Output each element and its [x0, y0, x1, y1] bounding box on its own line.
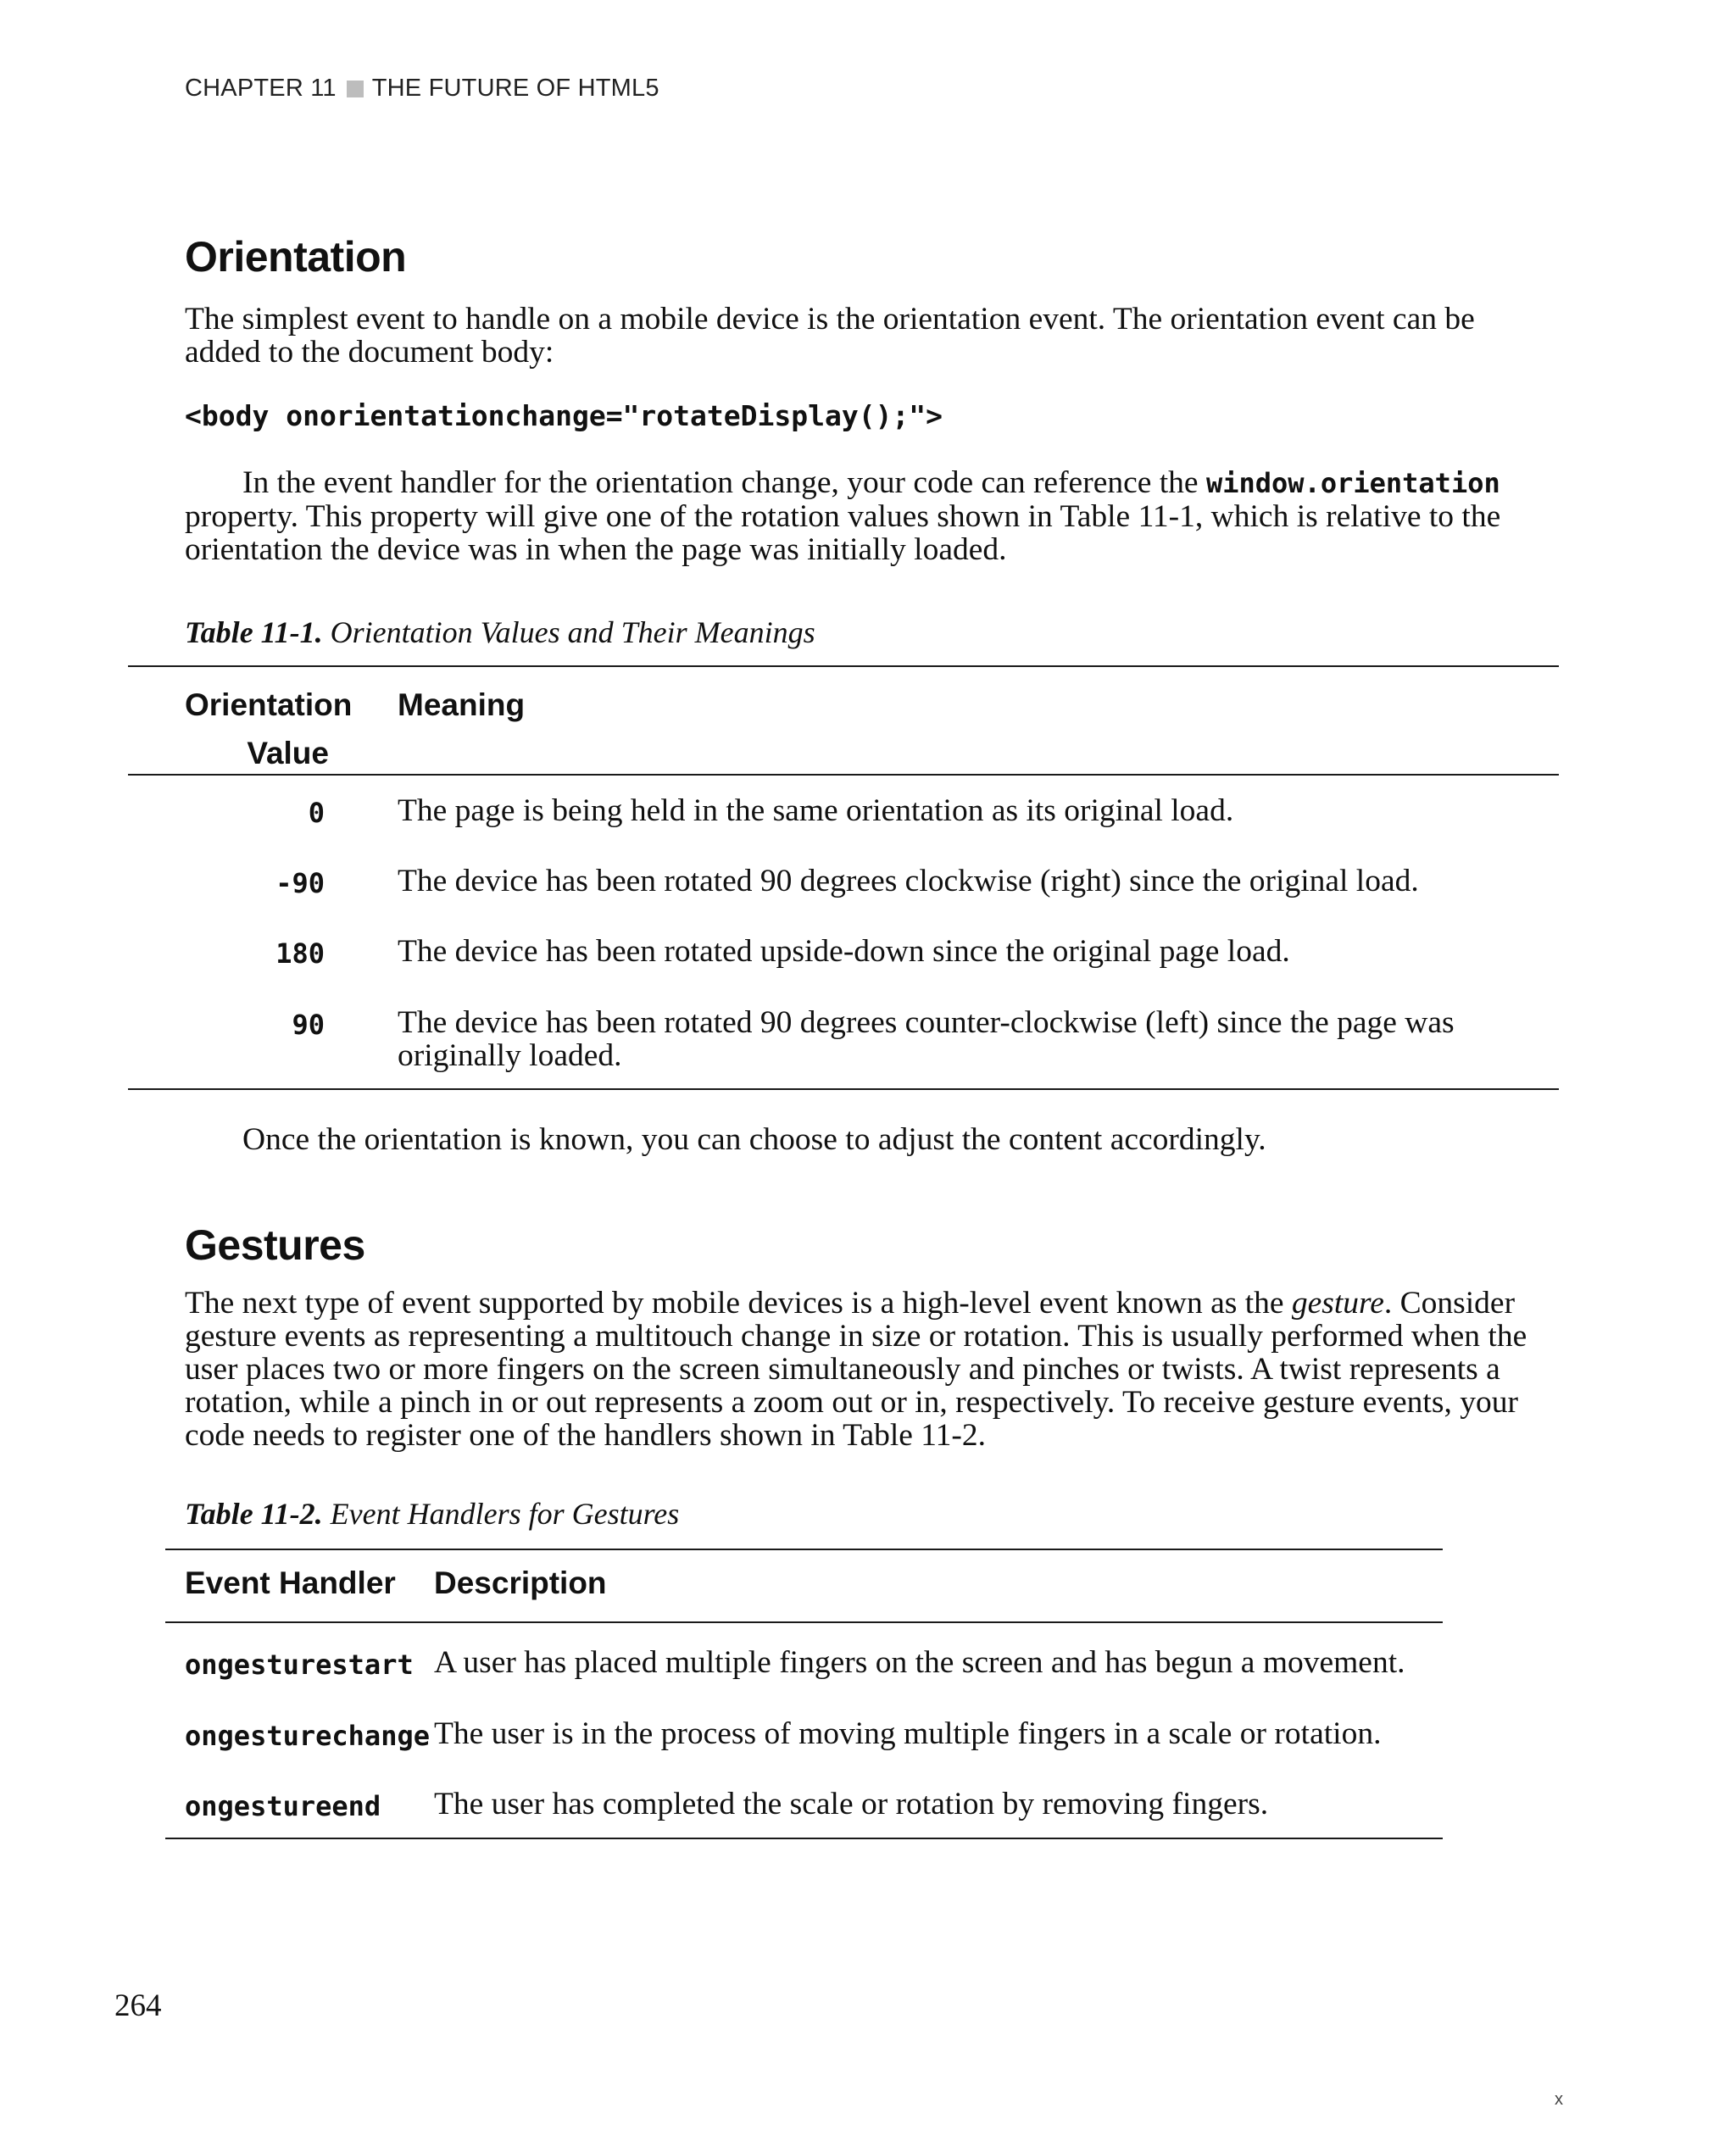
- corner-mark: x: [1555, 2090, 1563, 2109]
- table-11-2-caption: Table 11-2. Event Handlers for Gestures: [185, 1497, 680, 1531]
- table-11-2-top-rule: [165, 1549, 1443, 1550]
- table-11-2-row-1-description: The user is in the process of moving multiple fingers in a scale or rotation.: [434, 1716, 1382, 1751]
- table-11-2-header-description: Description: [434, 1565, 607, 1600]
- orientation-after-paragraph: Once the orientation is known, you can choose to adjust the content accordingly.: [242, 1122, 1266, 1157]
- table-11-1-caption: Table 11-1. Orientation Values and Their Meanings: [185, 615, 815, 649]
- orientation-code-sample: <body onorientationchange="rotateDisplay();">: [185, 399, 943, 432]
- table-11-1-header-value: Orientation Value: [185, 687, 353, 770]
- table-11-2-header-handler: Event Handler: [185, 1565, 396, 1600]
- table-11-1-row-1-value: -90: [275, 867, 325, 899]
- table-11-2-row-1-handler: ongesturechange: [185, 1720, 430, 1752]
- table-11-2-row-2-description: The user has completed the scale or rotation by removing fingers.: [434, 1787, 1269, 1821]
- table-11-2-row-0-handler: ongesturestart: [185, 1649, 414, 1681]
- gestures-paragraph: The next type of event supported by mobile devices is a high-level event known as the gesture. Consider gesture events as representing a multitouch change in size or rotation. This is usually performed when the user places two or more fingers on the screen simultaneously and pinches or twists. A twist represents a rotation, while a pinch in or out represents a zoom out or in, respectively. To receive gesture events, your code needs to register one of the handlers shown in Table 11-2.: [185, 1286, 1527, 1453]
- table-11-1-row-2-meaning: The device has been rotated upside-down since the original page load.: [398, 934, 1290, 969]
- heading-orientation: Orientation: [185, 233, 407, 281]
- table-11-1-row-2-value: 180: [275, 937, 325, 970]
- orientation-body-paragraph: In the event handler for the orientation change, your code can reference the window.orientation property. This property will give one of the rotation values shown in Table 11-1, which is relative to the orientation the device was in when the page was initially loaded.: [185, 465, 1501, 567]
- table-11-1-header-rule: [128, 774, 1559, 776]
- table-11-1-row-1-meaning: The device has been rotated 90 degrees clockwise (right) since the original load.: [398, 864, 1419, 898]
- running-head-title: THE FUTURE OF HTML5: [371, 75, 659, 102]
- page-number: 264: [114, 1988, 162, 2023]
- table-11-1-row-3-value: 90: [292, 1009, 325, 1041]
- table-11-2-bottom-rule: [165, 1838, 1443, 1839]
- table-11-2-header-rule: [165, 1621, 1443, 1623]
- table-11-1-row-0-value: 0: [308, 797, 325, 829]
- table-11-1-header-meaning: Meaning: [398, 687, 526, 722]
- table-11-1-row-0-meaning: The page is being held in the same orientation as its original load.: [398, 793, 1234, 828]
- table-11-1-bottom-rule: [128, 1088, 1559, 1090]
- table-11-1-row-3-meaning: The device has been rotated 90 degrees counter-clockwise (left) since the page was originally loaded.: [398, 1005, 1455, 1073]
- running-head: [185, 75, 659, 103]
- running-head-separator: [347, 81, 364, 97]
- inline-code-window-orientation: window.orientation: [1205, 467, 1500, 499]
- table-11-1-top-rule: [128, 665, 1559, 667]
- running-head-chapter: CHAPTER 11: [185, 75, 337, 102]
- orientation-intro-paragraph: The simplest event to handle on a mobile device is the orientation event. The orientation event can be added to the document body:: [185, 302, 1475, 370]
- table-11-2-row-0-description: A user has placed multiple fingers on the screen and has begun a movement.: [434, 1645, 1405, 1680]
- heading-gestures: Gestures: [185, 1221, 365, 1269]
- table-11-2-row-2-handler: ongestureend: [185, 1790, 381, 1822]
- emphasis-gesture: gesture: [1291, 1286, 1384, 1321]
